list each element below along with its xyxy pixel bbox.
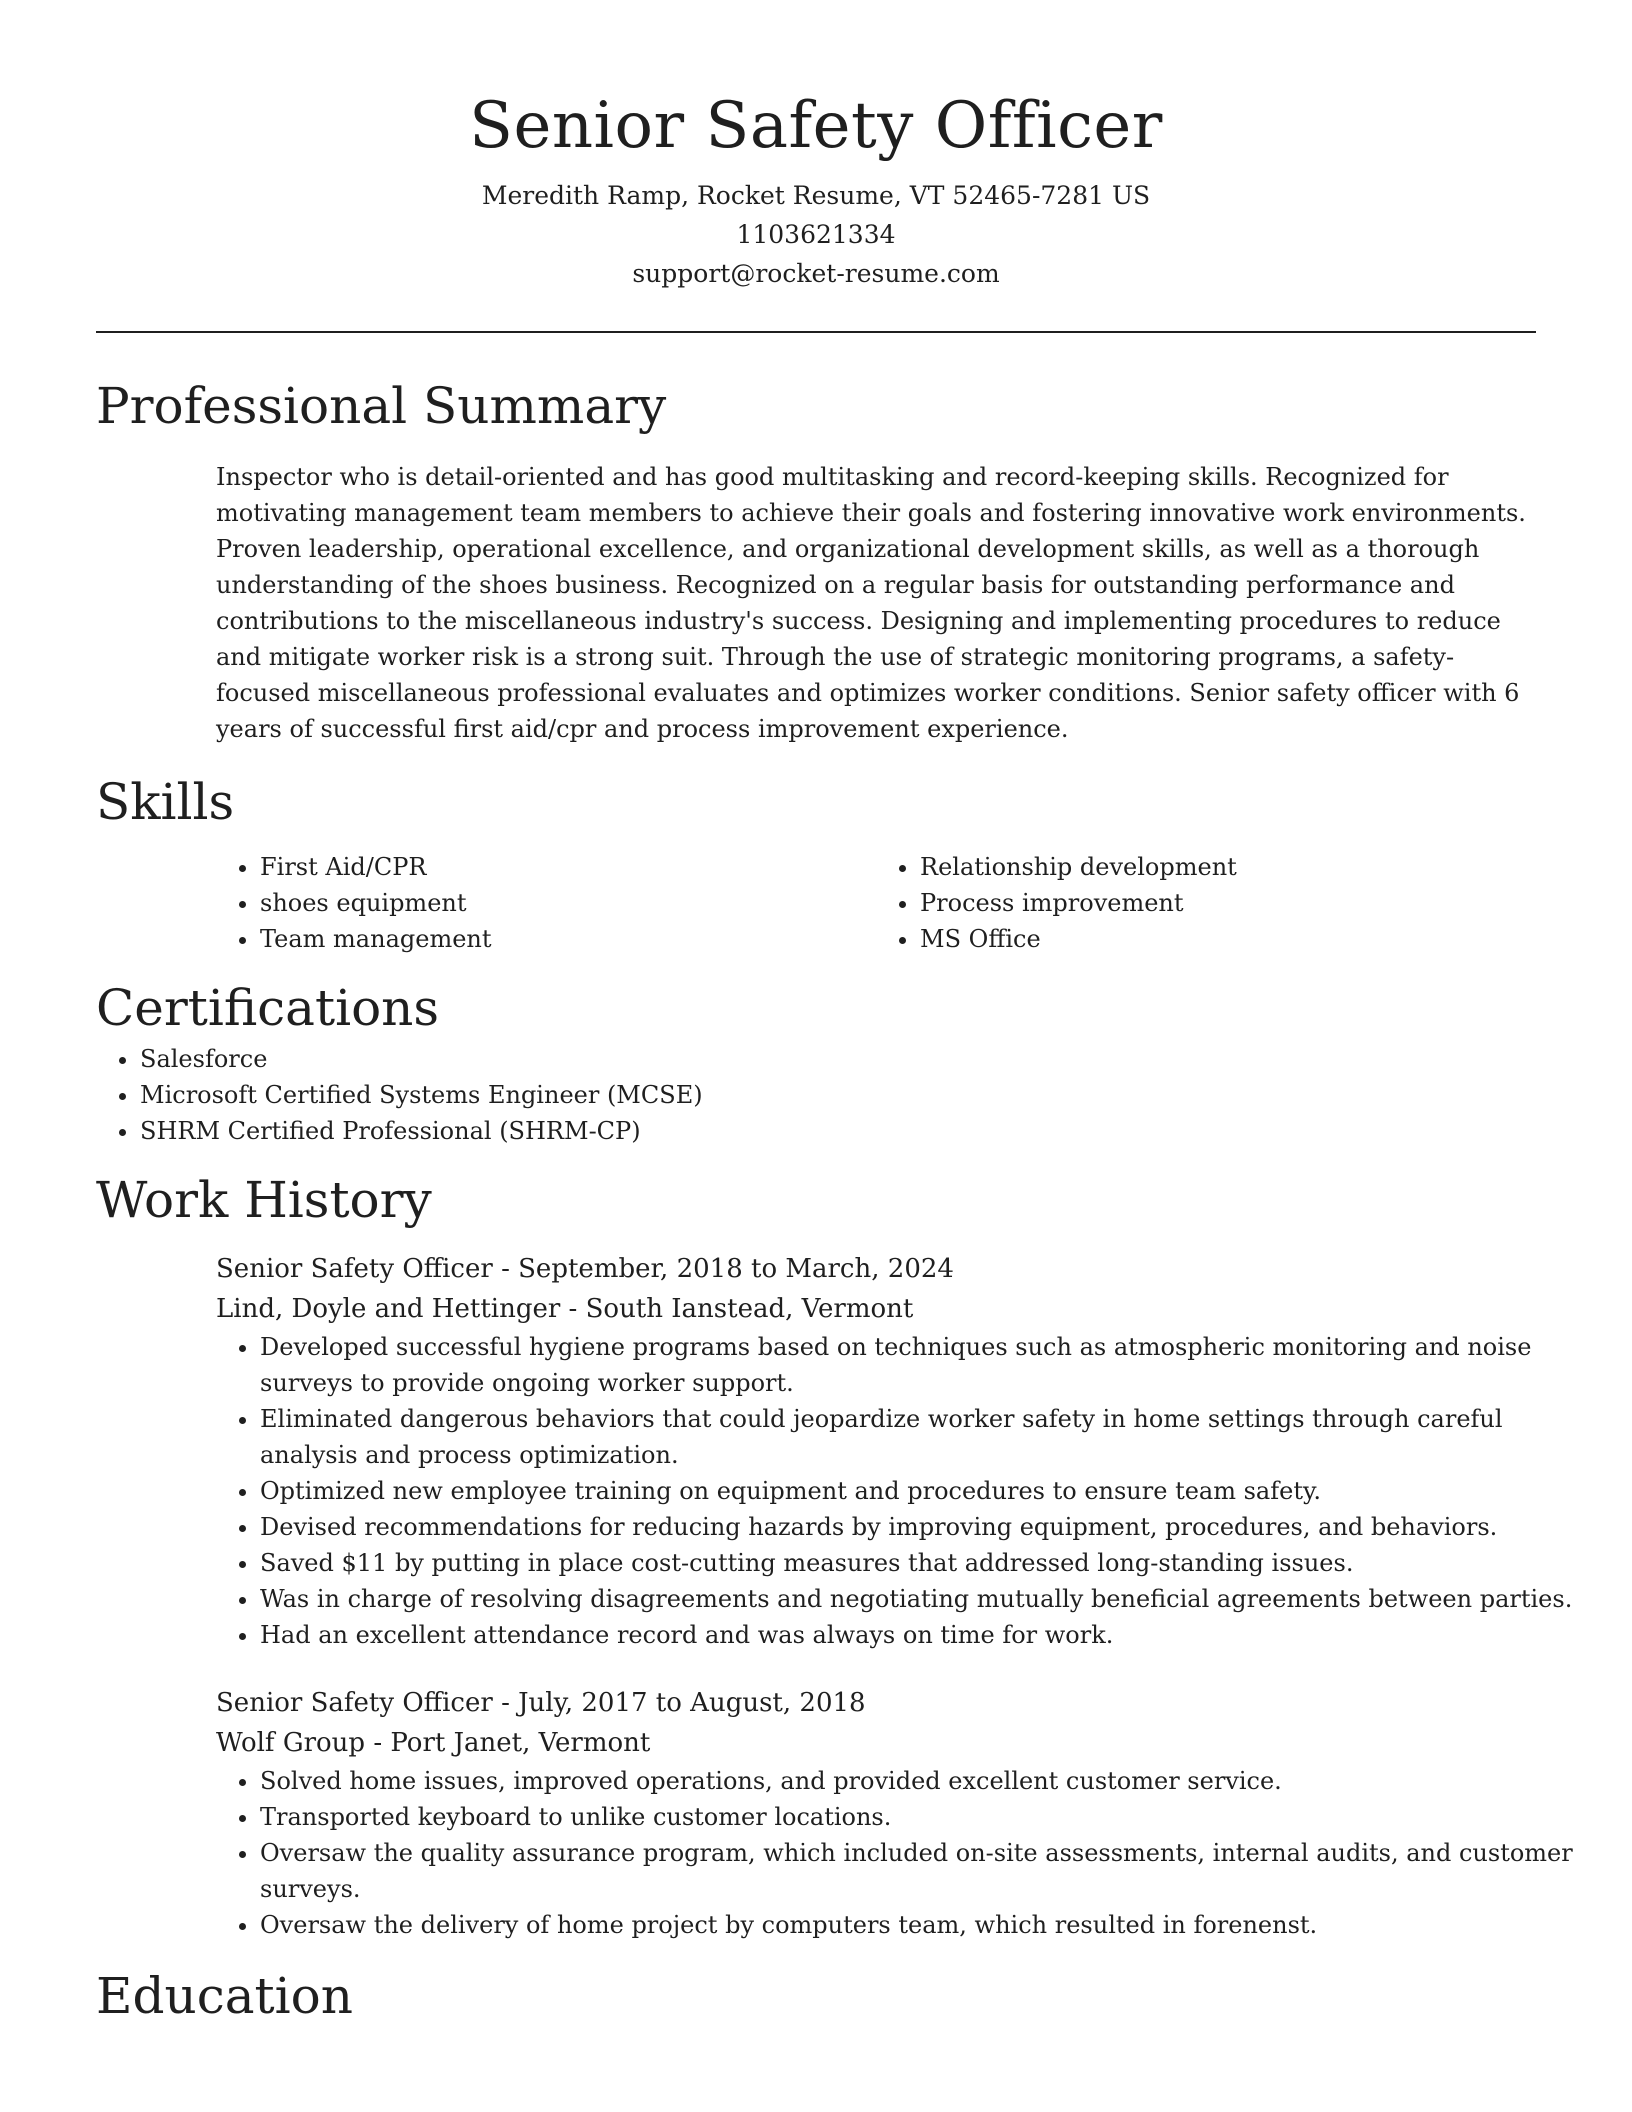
skill-item: • Process improvement — [920, 885, 1536, 921]
summary-heading: Professional Summary — [96, 377, 667, 435]
summary-text: Inspector who is detail-oriented and has good multitasking and record-keeping skills. Recognized for motivating management team members to achieve their goals and fostering innovative work environments. Proven leadership, operational excellence, and organizational development skills, as well as a thorough understanding of the shoes business. Recognized on a regular basis for outstanding performance and contributions to the miscellaneous industry's success. Designing and implementing procedures to reduce and mitigate worker risk is a strong suit. Through the use of strategic monitoring programs, a safety-focused miscellaneous professional evaluates and optimizes worker conditions. Senior safety officer with 6 years of successful first aid/cpr and process improvement experience. — [216, 463, 1526, 743]
education-heading: Education — [96, 1967, 353, 2025]
skill-item: • First Aid/CPR — [260, 849, 876, 885]
contact-email: support@rocket-resume.com — [632, 259, 1000, 288]
contact-address: Meredith Ramp, Rocket Resume, VT 52465-7281 US — [481, 181, 1151, 210]
job-duty: • Eliminated dangerous behaviors that could jeopardize worker safety in home settings through careful analysis and process optimization. — [260, 1401, 1580, 1473]
job-duty: • Developed successful hygiene programs based on techniques such as atmospheric monitoring and noise surveys to provide ongoing worker support. — [260, 1329, 1580, 1401]
skill-item: • shoes equipment — [260, 885, 876, 921]
work-history-heading: Work History — [96, 1171, 432, 1229]
certification-item: • Salesforce — [140, 1041, 1536, 1077]
job-company-location: Lind, Doyle and Hettinger - South Ianstead, Vermont — [216, 1294, 914, 1324]
skill-item: • Relationship development — [920, 849, 1536, 885]
job-duty: • Transported keyboard to unlike customer locations. — [260, 1799, 1580, 1835]
certification-item: • Microsoft Certified Systems Engineer (MCSE) — [140, 1077, 1536, 1113]
job-duties-list — [216, 1763, 1580, 1943]
job-duty: • Was in charge of resolving disagreements and negotiating mutually beneficial agreements between parties. — [260, 1581, 1580, 1617]
header-divider — [96, 331, 1536, 333]
job-duty: • Oversaw the delivery of home project by computers team, which resulted in forenenst. — [260, 1907, 1580, 1943]
skills-list — [216, 849, 1536, 957]
contact-phone: 1103621334 — [736, 220, 896, 249]
job-title-dates: Senior Safety Officer - July, 2017 to August, 2018 — [216, 1688, 866, 1718]
job-title-dates: Senior Safety Officer - September, 2018 to March, 2024 — [216, 1254, 954, 1284]
job-entry — [216, 1683, 1573, 1943]
job-duty: • Saved $11 by putting in place cost-cutting measures that addressed long-standing issues. — [260, 1545, 1580, 1581]
contact-block — [96, 176, 1536, 293]
job-duty: • Had an excellent attendance record and was always on time for work. — [260, 1617, 1580, 1653]
skills-heading: Skills — [96, 773, 235, 831]
skill-item: • MS Office — [920, 921, 1536, 957]
resume-page — [96, 0, 1573, 2029]
job-entry — [216, 1249, 1573, 1653]
job-duties-list — [216, 1329, 1580, 1653]
certifications-heading: Certifications — [96, 979, 440, 1037]
certifications-list — [96, 1041, 1536, 1149]
job-duty: • Oversaw the quality assurance program, which included on-site assessments, internal audits, and customer surveys. — [260, 1835, 1580, 1907]
skills-column-right — [876, 849, 1536, 957]
job-company-location: Wolf Group - Port Janet, Vermont — [216, 1728, 651, 1758]
skill-item: • Team management — [260, 921, 876, 957]
job-duty: • Solved home issues, improved operations, and provided excellent customer service. — [260, 1763, 1580, 1799]
job-duty: • Devised recommendations for reducing hazards by improving equipment, procedures, and behaviors. — [260, 1509, 1580, 1545]
skills-column-left — [216, 849, 876, 957]
job-duty: • Optimized new employee training on equipment and procedures to ensure team safety. — [260, 1473, 1580, 1509]
resume-title: Senior Safety Officer — [469, 89, 1163, 163]
certification-item: • SHRM Certified Professional (SHRM-CP) — [140, 1113, 1536, 1149]
